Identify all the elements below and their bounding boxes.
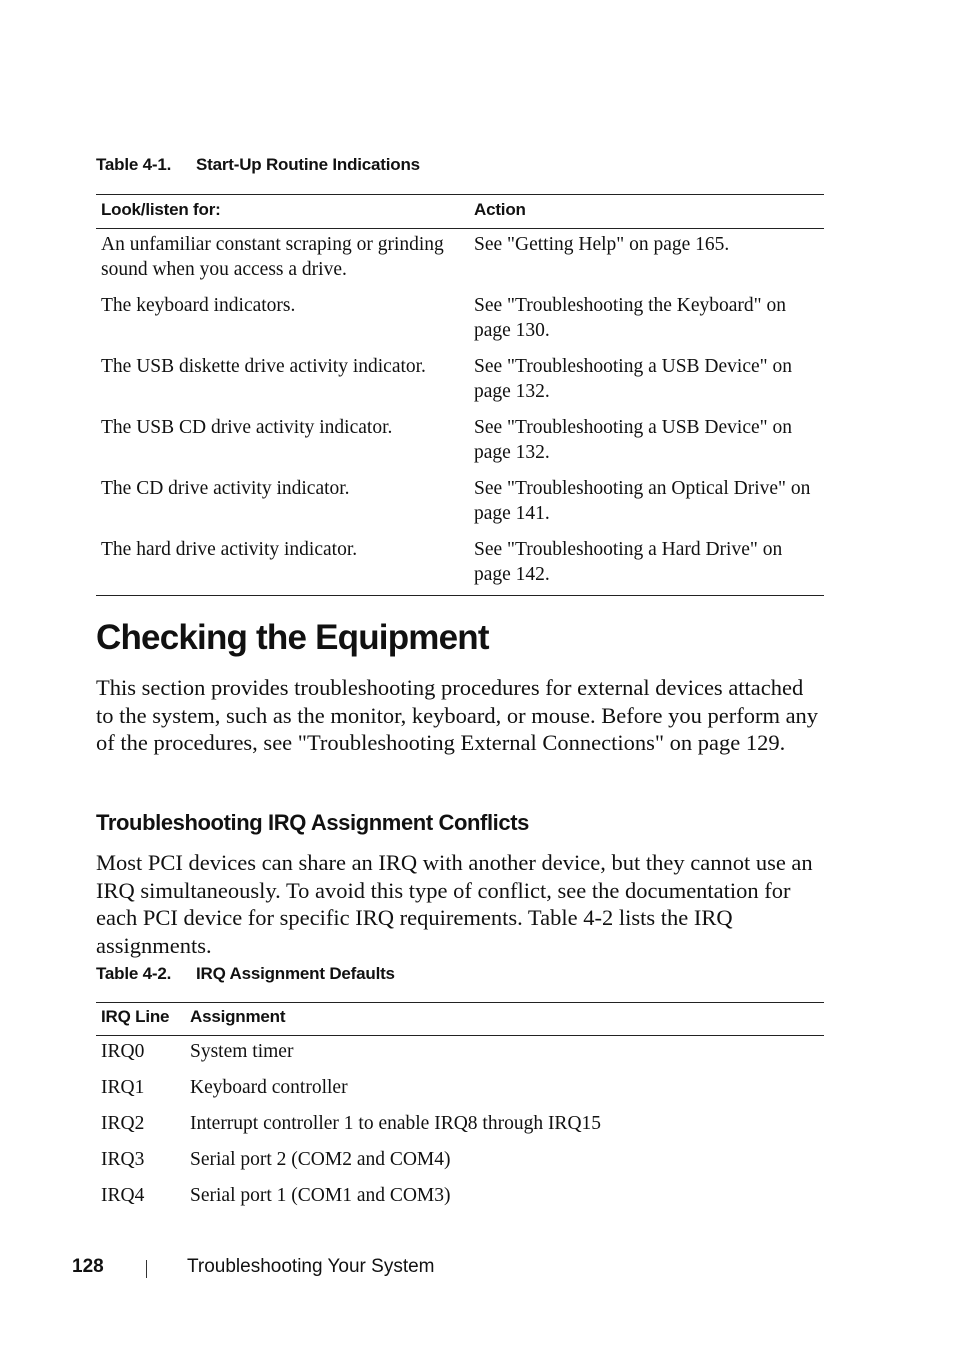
table-cell: IRQ3 (101, 1149, 145, 1170)
column-header-irq-line: IRQ Line (96, 1003, 185, 1036)
table-cell: The USB diskette drive activity indicator. (101, 356, 426, 377)
table-cell: See "Troubleshooting an Optical Drive" on page 141. (474, 478, 811, 524)
startup-indications-table (96, 194, 824, 596)
section-heading: Checking the Equipment (96, 618, 489, 657)
table-row (96, 1144, 824, 1180)
table-cell: IRQ0 (101, 1041, 145, 1062)
irq-assignment-table (96, 1002, 824, 1216)
subsection-paragraph: Most PCI devices can share an IRQ with another device, but they cannot use an IRQ simultaneously. To avoid this type of conflict, see the documentation for each PCI device for specific IRQ requirements. Table 4-2 lists the IRQ assignments. (96, 850, 813, 958)
table-cell: Serial port 2 (COM2 and COM4) (190, 1149, 451, 1170)
table-cell: See "Getting Help" on page 165. (474, 234, 730, 255)
table-cell: The USB CD drive activity indicator. (101, 417, 393, 438)
table-header-row (96, 1003, 824, 1036)
table-cell: IRQ4 (101, 1185, 145, 1206)
table-cell: See "Troubleshooting a USB Device" on page 132. (474, 417, 792, 463)
table1-caption (96, 155, 420, 175)
table-row (96, 1072, 824, 1108)
table-cell: See "Troubleshooting the Keyboard" on page 130. (474, 295, 786, 341)
table-row (96, 351, 824, 412)
column-header-action: Action (469, 195, 824, 229)
table-cell: See "Troubleshooting a USB Device" on page 132. (474, 356, 792, 402)
table-cell: IRQ2 (101, 1113, 145, 1134)
footer-divider (146, 1260, 147, 1278)
table1-title: Start-Up Routine Indications (196, 155, 420, 174)
table-cell: Interrupt controller 1 to enable IRQ8 through IRQ15 (190, 1113, 602, 1134)
table-cell: Serial port 1 (COM1 and COM3) (190, 1185, 451, 1206)
section-paragraph: This section provides troubleshooting procedures for external devices attached to the system, such as the monitor, keyboard, or mouse. Before you perform any of the procedures, see "Troubleshooting External Connections" on page 129. (96, 675, 819, 755)
table-row (96, 412, 824, 473)
table1-number: Table 4-1. (96, 155, 172, 174)
page-footer (0, 1256, 954, 1284)
table-cell: Keyboard controller (190, 1077, 348, 1098)
table2-title: IRQ Assignment Defaults (196, 964, 395, 983)
column-header-assignment: Assignment (185, 1003, 824, 1036)
table-row (96, 229, 824, 291)
table-cell: The hard drive activity indicator. (101, 539, 358, 560)
table-row (96, 473, 824, 534)
table-cell: The CD drive activity indicator. (101, 478, 350, 499)
table-row (96, 1036, 824, 1073)
chapter-title: Troubleshooting Your System (187, 1256, 435, 1277)
column-header-look-listen: Look/listen for: (96, 195, 469, 229)
page-number: 128 (72, 1256, 104, 1277)
table-cell: System timer (190, 1041, 294, 1062)
table-cell: The keyboard indicators. (101, 295, 296, 316)
table-cell: An unfamiliar constant scraping or grinding sound when you access a drive. (101, 234, 444, 280)
table-cell: See "Troubleshooting a Hard Drive" on page 142. (474, 539, 783, 585)
table2-number: Table 4-2. (96, 964, 172, 983)
table-row (96, 290, 824, 351)
subsection-heading: Troubleshooting IRQ Assignment Conflicts (96, 810, 529, 835)
table-cell: IRQ1 (101, 1077, 145, 1098)
table-row (96, 534, 824, 596)
table-row (96, 1108, 824, 1144)
table-header-row (96, 195, 824, 229)
table2-caption (96, 964, 395, 984)
table-row (96, 1180, 824, 1216)
